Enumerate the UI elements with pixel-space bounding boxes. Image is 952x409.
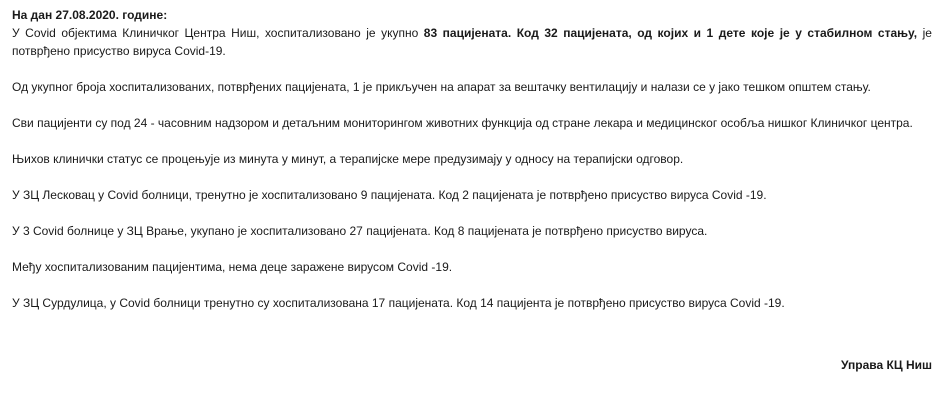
intro-paragraph (12, 24, 932, 60)
paragraph-ventilation: Од укупног броја хоспитализованих, потврђених пацијената, 1 је прикључен на апарат за вештачку вентилацију и налази се у јако тешком општем стању. (12, 80, 871, 94)
paragraph-children: Међу хоспитализованим пацијентима, нема деце заражене вирусом Covid -19. (12, 260, 453, 274)
intro-text-end: је потврђено присуство вируса Covid-19. (12, 26, 932, 58)
intro-text-start: У Covid објектима Клиничког Центра Ниш, хоспитализовано је укупно (12, 26, 424, 40)
paragraph-vranje: У 3 Covid болнице у ЗЦ Врање, укупано је хоспитализовано 27 пацијената. Код 8 пацијената је потврђено присуство вируса. (12, 224, 708, 238)
paragraph-clinical-status: Њихов клинички статус се процењује из минута у минут, а терапијске мере предузимају у односу на терапијски одговор. (12, 152, 684, 166)
paragraph-monitoring: Сви пацијенти су под 24 - часовним надзором и детаљним мониторингом животних функција од стране лекара и медицинског особља нишког Клиничког центра. (12, 116, 913, 130)
paragraph-surdulica: У ЗЦ Сурдулица, у Covid болници тренутно су хоспитализована 17 пацијената. Код 14 пацијента је потврђено присуство вируса Covid -19. (12, 296, 785, 310)
signature: Управа КЦ Ниш (841, 358, 932, 372)
paragraph-leskovac: У ЗЦ Лесковац у Covid болници, тренутно је хоспитализовано 9 пацијената. Код 2 пацијената је потврђено присуство вируса Covid -19. (12, 188, 767, 202)
intro-bold-text: 83 пацијената. Код 32 пацијената, од којих и 1 дете које је у стабилном стању, (423, 26, 918, 40)
date-heading: На дан 27.08.2020. године: (12, 8, 168, 22)
